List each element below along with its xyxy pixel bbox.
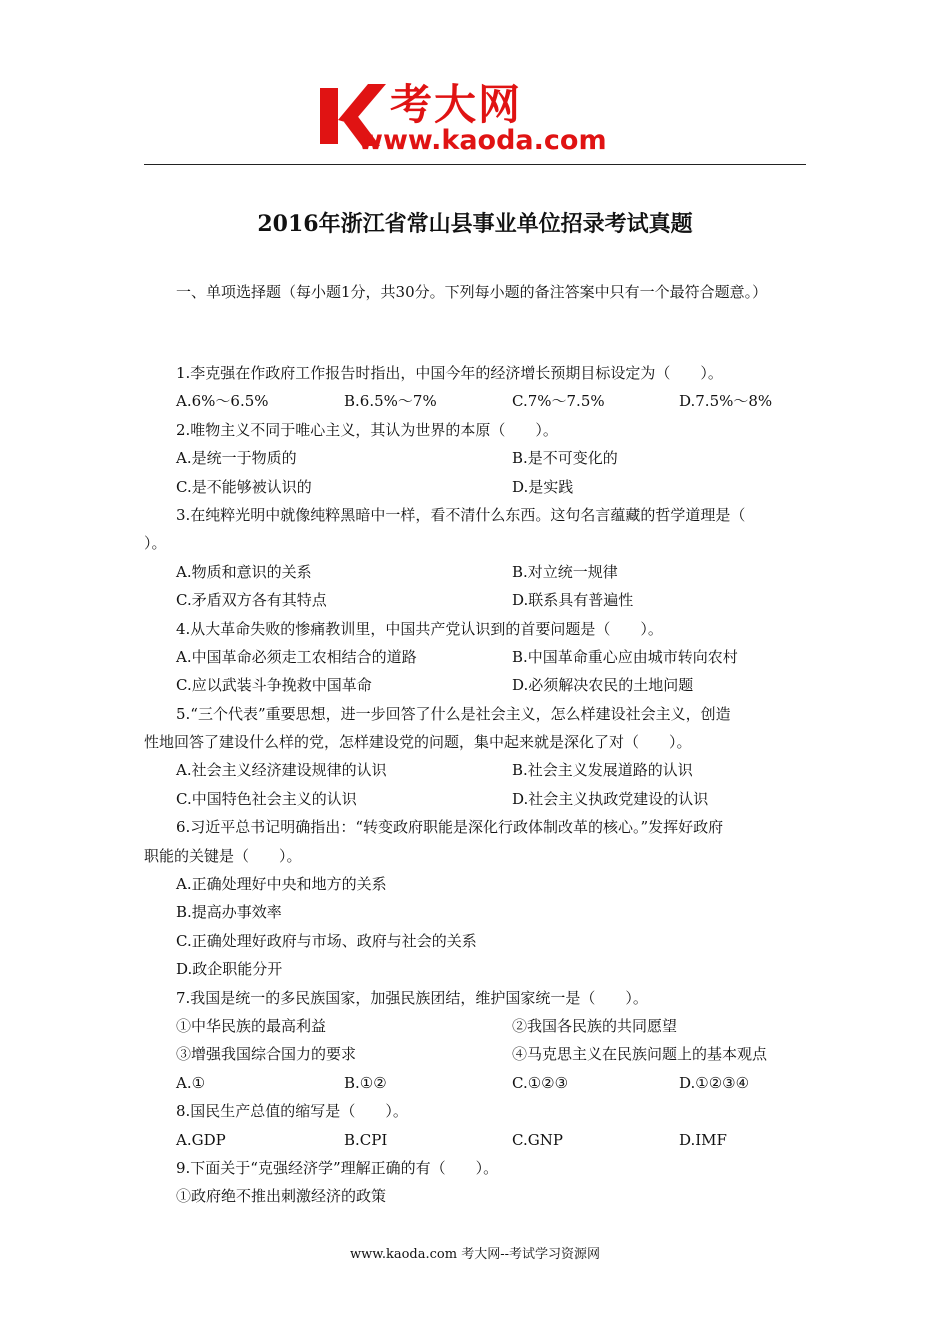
option: C.应以武装斗争挽救中国革命	[176, 676, 372, 695]
question-2-options	[144, 444, 806, 472]
option: C.矛盾双方各有其特点	[176, 591, 327, 610]
option: A.6%～6.5%	[176, 392, 269, 411]
option: C.7%～7.5%	[512, 392, 605, 411]
option: A.①	[176, 1073, 206, 1092]
question-1-options	[144, 387, 806, 415]
option: B.CPI	[344, 1130, 388, 1149]
question-5-continued: 性地回答了建设什么样的党，怎样建设党的问题，集中起来就是深化了对（ ）。	[144, 733, 692, 752]
page-footer: www.kaoda.com 考大网--考试学习资源网	[350, 1247, 600, 1262]
option: B.①②	[344, 1073, 387, 1092]
statement-item: ④马克思主义在民族问题上的基本观点	[512, 1045, 768, 1064]
document-title: 2016年浙江省常山县事业单位招录考试真题	[257, 211, 693, 237]
question-4: 4.从大革命失败的惨痛教训里，中国共产党认识到的首要问题是（ ）。	[176, 619, 663, 638]
option: B.6.5%～7%	[344, 392, 437, 411]
question-4-options	[144, 671, 806, 699]
option: D.社会主义执政党建设的认识	[512, 789, 709, 808]
question-3: 3.在纯粹光明中就像纯粹黑暗中一样，看不清什么东西。这句名言蕴藏的哲学道理是（	[176, 505, 746, 524]
option: C.是不能够被认识的	[176, 477, 312, 496]
kaoda-logo	[318, 80, 648, 160]
option: D.必须解决农民的土地问题	[512, 676, 694, 695]
option: D.IMF	[679, 1130, 727, 1149]
option: C.正确处理好政府与市场、政府与社会的关系	[176, 931, 477, 950]
question-5-options	[144, 785, 806, 813]
option: D.7.5%～8%	[679, 392, 773, 411]
option: B.社会主义发展道路的认识	[512, 761, 693, 780]
question-2-options	[144, 473, 806, 501]
header-divider	[144, 164, 806, 165]
statement-item: ③增强我国综合国力的要求	[176, 1045, 357, 1064]
option: A.是统一于物质的	[176, 449, 297, 468]
option: B.中国革命重心应由城市转向农村	[512, 647, 738, 666]
option: C.①②③	[512, 1073, 569, 1092]
option: A.GDP	[176, 1130, 226, 1149]
question-3-options	[144, 558, 806, 586]
question-8-options	[144, 1126, 806, 1154]
question-7: 7.我国是统一的多民族国家，加强民族团结，维护国家统一是（ ）。	[176, 988, 648, 1007]
question-3-options	[144, 586, 806, 614]
section-intro: 一、单项选择题（每小题1分，共30分。下列每小题的备注答案中只有一个最符合题意。）	[176, 283, 768, 301]
option: A.社会主义经济建设规律的认识	[176, 761, 387, 780]
question-7-items	[144, 1040, 806, 1068]
question-2: 2.唯物主义不同于唯心主义，其认为世界的本原（ ）。	[176, 420, 558, 439]
option: A.中国革命必须走工农相结合的道路	[176, 647, 417, 666]
option: D.联系具有普遍性	[512, 591, 634, 610]
option: C.中国特色社会主义的认识	[176, 789, 357, 808]
statement-item: ①中华民族的最高利益	[176, 1016, 327, 1035]
statement-item: ①政府绝不推出刺激经济的政策	[176, 1187, 387, 1206]
question-list	[144, 359, 806, 1211]
question-6: 6.习近平总书记明确指出：“转变政府职能是深化行政体制改革的核心。”发挥好政府	[176, 818, 724, 837]
option: D.政企职能分开	[176, 960, 283, 979]
option: B.对立统一规律	[512, 562, 618, 581]
question-5: 5.“三个代表”重要思想，进一步回答了什么是社会主义，怎么样建设社会主义，创造	[176, 704, 731, 723]
question-6-continued: 职能的关键是（ ）。	[144, 846, 302, 865]
question-8: 8.国民生产总值的缩写是（ ）。	[176, 1102, 408, 1121]
question-9: 9.下面关于“克强经济学”理解正确的有（ ）。	[176, 1158, 499, 1177]
question-3-continued: ）。	[144, 534, 167, 553]
question-5-options	[144, 756, 806, 784]
question-7-items	[144, 1012, 806, 1040]
option: C.GNP	[512, 1130, 563, 1149]
logo-url: www.kaoda.com	[358, 125, 607, 156]
option: A.物质和意识的关系	[176, 562, 312, 581]
question-7-options	[144, 1069, 806, 1097]
logo-brand-name: 考大网	[390, 80, 523, 129]
option: D.①②③④	[679, 1073, 750, 1092]
question-1: 1.李克强在作政府工作报告时指出，中国今年的经济增长预期目标设定为（ ）。	[176, 364, 723, 382]
question-4-options	[144, 643, 806, 671]
option: B.是不可变化的	[512, 449, 618, 468]
option: A.正确处理好中央和地方的关系	[176, 875, 387, 894]
option: D.是实践	[512, 477, 574, 496]
statement-item: ②我国各民族的共同愿望	[512, 1016, 678, 1035]
option: B.提高办事效率	[176, 903, 282, 922]
